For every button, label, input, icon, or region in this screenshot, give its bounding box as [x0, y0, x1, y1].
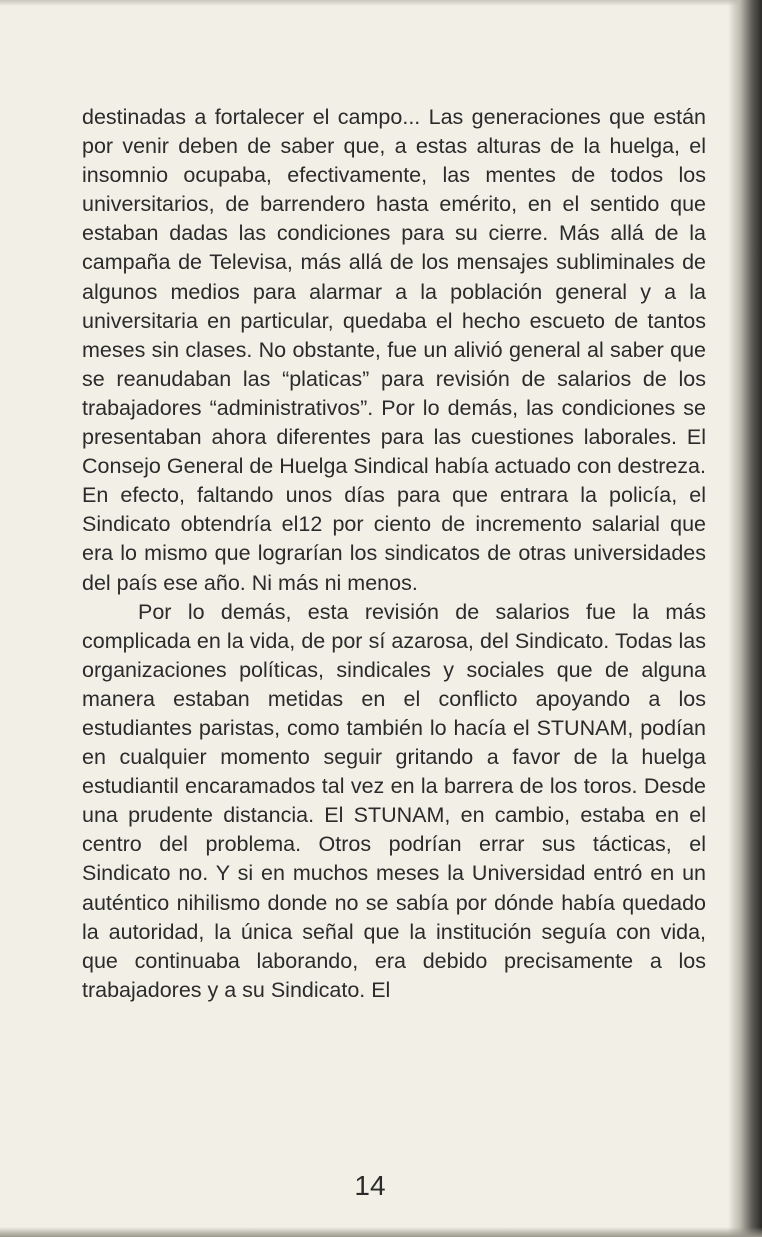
page-number: 14	[354, 1170, 386, 1201]
paragraph-2: Por lo demás, esta revisión de salarios fue la más complicada en la vida, de por sí azarosa, del Sindicato. Todas las organizaciones políticas, sindicales y sociales que de alguna manera estaban metidas en el conflicto apoyando a los estudiantes paristas, como también lo hacía el STUNAM, podían en cualquier momento seguir gritando a favor de la huelga estudiantil encaramados tal vez en la barrera de los toros. Desde una prudente distancia. El STUNAM, en cambio, estaba en el centro del problema. Otros podrían errar sus tácticas, el Sindicato no. Y si en muchos meses la Universidad entró en un auténtico nihilismo donde no se sabía por dónde había quedado la autoridad, la única señal que la institución seguía con vida, que continuaba laborando, era debido precisamente a los trabajadores y a su Sindicato. El	[82, 599, 706, 1002]
page-bottom-shadow	[0, 1227, 762, 1237]
paragraph-1: destinadas a fortalecer el campo... Las generaciones que están por venir deben de saber que, a estas alturas de la huelga, el insomnio ocupaba, efectivamente, las mentes de todos los universitarios, de barrendero hasta emérito, en el sentido que estaban dadas las condiciones para su cierre. Más allá de la campaña de Televisa, más allá de los mensajes subliminales de algunos medios para alarmar a la población general y a la universitaria en particular, quedaba el hecho escueto de tantos meses sin clases. No obstante, fue un alivió general al saber que se reanudaban las “platicas” para revisión de salarios de los trabajadores “administrativos”. Por lo demás, las condiciones se presentaban ahora diferentes para las cuestiones laborales. El Consejo General de Huelga Sindical había actuado con destreza. En efecto, faltando unos días para que entrara la policía, el Sindicato obtendría el12 por ciento de incremento salarial que era lo mismo que lograrían los sindicatos de otras universidades del país ese año. Ni más ni menos.	[82, 105, 706, 595]
page-top-shadow	[0, 0, 762, 6]
body-text	[82, 103, 706, 1005]
book-spine-shadow	[728, 0, 762, 1237]
